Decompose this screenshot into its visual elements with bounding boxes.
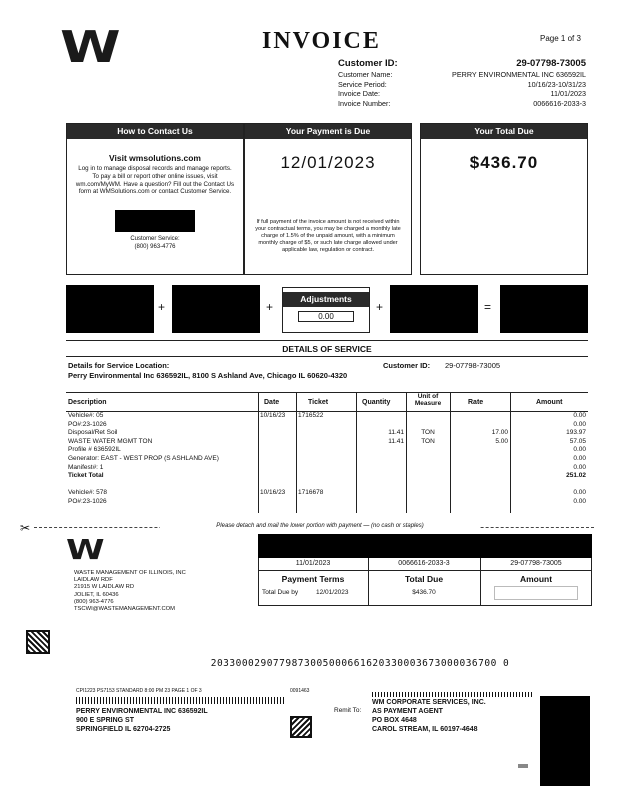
contact-text: Log in to manage disposal records and manage reports. To pay a bill or report other online issues, visit wm.com/MyWM. Have a question? Fill out the Contact Us form at WMSolutions.com or contact Customer Service. bbox=[75, 165, 235, 196]
table-cell bbox=[258, 464, 296, 473]
details-rule bbox=[66, 356, 588, 357]
adjustments-box bbox=[282, 287, 370, 333]
redacted-summary-4 bbox=[500, 285, 588, 333]
remit-to-line: CAROL STREAM, IL 60197-4648 bbox=[372, 726, 478, 734]
table-cell bbox=[406, 489, 450, 498]
plus-sign: + bbox=[158, 300, 166, 314]
table-cell bbox=[356, 455, 406, 464]
table-cell bbox=[296, 481, 356, 490]
table-cell bbox=[258, 421, 296, 430]
contact-head: How to Contact Us bbox=[67, 124, 243, 139]
table-cell bbox=[356, 498, 406, 507]
account-row-label: Service Period: bbox=[338, 79, 387, 89]
service-location: Perry Environmental Inc 636592IL, 8100 S Ashland Ave, Chicago IL 60620-4320 bbox=[68, 371, 348, 380]
qr-code-icon bbox=[26, 630, 50, 654]
table-cell: PO#:23-1026 bbox=[68, 497, 107, 505]
table-cell: Generator: EAST - WEST PROP (S ASHLAND AVE) bbox=[68, 454, 219, 462]
table-cell: 0.00 bbox=[573, 489, 586, 497]
adjustments-value: 0.00 bbox=[298, 311, 354, 322]
wm-logo-stub: W bbox=[66, 533, 100, 566]
customer-id-label: Customer ID: bbox=[338, 58, 398, 69]
remit-company-line: (800) 963-4776 bbox=[74, 598, 114, 605]
table-cell bbox=[406, 421, 450, 430]
remit-company-line: JOLIET, IL 60436 bbox=[74, 591, 119, 598]
items-table-wrap bbox=[66, 393, 588, 513]
table-cell bbox=[258, 472, 296, 481]
late-charge-note: If full payment of the invoice amount is not received within your contractual terms, you may be charged a monthly late charge of 1.5% of the unpaid amount, with a minimum monthly charge of $5, or such late charge allowed under applicable law, regulation or contract. bbox=[255, 219, 401, 253]
account-row-label: Invoice Date: bbox=[338, 89, 380, 98]
table-cell bbox=[450, 455, 510, 464]
amount-paid-field[interactable] bbox=[494, 586, 578, 600]
col-description: Description bbox=[68, 399, 107, 406]
details-customer-id-label: Customer ID: bbox=[383, 361, 431, 370]
table-cell bbox=[258, 455, 296, 464]
table-cell bbox=[450, 481, 510, 490]
total-due-value: $436.70 bbox=[412, 589, 436, 596]
table-cell bbox=[258, 481, 296, 490]
table-cell bbox=[450, 472, 510, 481]
table-cell: 10/16/23 bbox=[260, 489, 286, 497]
total-due-amount: $436.70 bbox=[469, 153, 539, 172]
table-cell bbox=[356, 481, 406, 490]
table-cell bbox=[296, 498, 356, 507]
redacted-summary-3 bbox=[390, 285, 478, 333]
scan-line: 2033000290779873005000661620330003673000036700 0 bbox=[210, 658, 510, 669]
scissors-icon: ✂ bbox=[20, 521, 31, 535]
table-cell bbox=[510, 481, 588, 490]
table-cell bbox=[450, 412, 510, 421]
contact-box bbox=[66, 123, 244, 275]
payment-due-date: 12/01/2023 bbox=[280, 153, 376, 172]
total-due-box bbox=[420, 123, 588, 275]
table-cell: PO#:23-1026 bbox=[68, 420, 107, 428]
table-cell bbox=[66, 481, 258, 490]
redacted-block bbox=[115, 210, 195, 232]
customer-id-value: 29-07798-73005 bbox=[516, 58, 586, 69]
mail-code-line: CPI1223 PS7153 STANDARD 8:00 PM 23 PAGE 1 OF 3 bbox=[76, 688, 202, 694]
table-cell bbox=[296, 464, 356, 473]
account-row bbox=[338, 89, 586, 99]
contact-visit[interactable]: Visit wmsolutions.com bbox=[109, 153, 201, 163]
stub-customer-id: 29-07798-73005 bbox=[510, 560, 562, 567]
remit-to-line: PO BOX 4648 bbox=[372, 717, 417, 725]
col-unit: Unit of Measure bbox=[414, 393, 442, 408]
tear-instructions: Please detach and mail the lower portion with payment — (no cash or staples) bbox=[160, 523, 480, 531]
table-cell bbox=[406, 472, 450, 481]
col-amount: Amount bbox=[536, 399, 563, 406]
col-rate: Rate bbox=[468, 399, 484, 406]
table-cell: TON bbox=[421, 429, 435, 437]
table-cell: 11.41 bbox=[388, 429, 404, 437]
stub-head-bar bbox=[258, 534, 592, 558]
page-number: Page 1 of 3 bbox=[540, 34, 581, 43]
mail-to bbox=[76, 707, 208, 734]
table-cell: 1716678 bbox=[298, 489, 324, 497]
table-cell: TON bbox=[421, 437, 435, 445]
account-row bbox=[338, 80, 586, 90]
table-cell bbox=[296, 472, 356, 481]
account-row-label: Invoice Number: bbox=[338, 98, 391, 108]
service-location-label: Details for Service Location: bbox=[68, 361, 170, 370]
table-cell: Disposal/Ret Soil bbox=[68, 429, 118, 437]
table-cell bbox=[406, 498, 450, 507]
stub-invoice: 0066616-2033-3 bbox=[398, 560, 450, 567]
remit-company-line: TSCWI@WASTEMANAGEMENT.COM bbox=[74, 606, 175, 613]
customer-service-label: Customer Service: bbox=[130, 236, 180, 242]
total-due-head: Your Total Due bbox=[421, 124, 587, 139]
adjustments-label: Adjustments bbox=[283, 292, 369, 307]
mail-code-side: 0091463 bbox=[290, 688, 310, 694]
table-cell bbox=[296, 446, 356, 455]
col-quantity: Quantity bbox=[362, 399, 391, 406]
redacted-corner bbox=[540, 696, 590, 786]
remit-to-line: WM CORPORATE SERVICES, INC. bbox=[372, 699, 486, 706]
equals-sign: = bbox=[484, 300, 492, 314]
table-cell bbox=[450, 464, 510, 473]
redacted-summary-1 bbox=[66, 285, 154, 333]
table-cell bbox=[450, 489, 510, 498]
remit-company bbox=[74, 570, 186, 613]
wm-logo: W bbox=[60, 22, 114, 73]
redacted-summary-2 bbox=[172, 285, 260, 333]
plus-sign: + bbox=[266, 300, 274, 314]
plus-sign: + bbox=[376, 300, 384, 314]
mail-to-line: SPRINGFIELD IL 62704-2725 bbox=[76, 726, 171, 734]
table-cell bbox=[356, 489, 406, 498]
payment-terms-label: Payment Terms bbox=[281, 574, 345, 584]
qr-code-icon bbox=[290, 716, 312, 738]
table-cell: Vehicle#: 05 bbox=[68, 412, 104, 419]
table-cell: Profile # 636592IL bbox=[68, 446, 121, 454]
account-row-value: 11/01/2023 bbox=[550, 89, 586, 98]
remit-company-line: LAIDLAW RDF bbox=[74, 577, 113, 584]
table-cell bbox=[406, 455, 450, 464]
col-date: Date bbox=[264, 399, 280, 406]
total-due-label: Total Due bbox=[404, 574, 444, 584]
table-cell bbox=[356, 472, 406, 481]
table-cell bbox=[406, 412, 450, 421]
table-cell: 0.00 bbox=[573, 446, 586, 454]
mail-to-line: PERRY ENVIRONMENTAL INC 636592IL bbox=[76, 708, 208, 715]
details-top-rule bbox=[66, 340, 588, 341]
table-cell: 10/16/23 bbox=[260, 412, 286, 419]
scan-mark bbox=[518, 764, 528, 768]
account-row bbox=[338, 70, 586, 80]
payment-due-head: Your Payment is Due bbox=[245, 124, 411, 139]
table-cell bbox=[296, 438, 356, 447]
account-row-value: 0066616-2033-3 bbox=[533, 98, 586, 108]
remit-to-line: AS PAYMENT AGENT bbox=[372, 708, 443, 716]
table-cell: 0.00 bbox=[573, 412, 586, 419]
remit-company-line: 21915 W LAIDLAW RD bbox=[74, 584, 135, 591]
table-cell bbox=[296, 455, 356, 464]
payment-terms-by: Total Due by bbox=[262, 589, 299, 596]
account-row bbox=[338, 99, 586, 109]
table-cell: 57.05 bbox=[569, 437, 586, 445]
table-cell bbox=[450, 498, 510, 507]
table-cell: 251.02 bbox=[566, 472, 586, 480]
table-cell: 1716522 bbox=[298, 412, 324, 419]
table-cell: Vehicle#: 578 bbox=[68, 489, 108, 497]
remit-to-label: Remit To: bbox=[334, 707, 362, 714]
table-cell bbox=[258, 446, 296, 455]
mail-to-line: 900 E SPRING ST bbox=[76, 717, 134, 725]
table-cell bbox=[356, 421, 406, 430]
col-ticket: Ticket bbox=[308, 399, 329, 406]
table-cell bbox=[258, 429, 296, 438]
table-cell bbox=[296, 429, 356, 438]
table-cell bbox=[258, 438, 296, 447]
table-cell bbox=[406, 464, 450, 473]
details-head: DETAILS OF SERVICE bbox=[282, 344, 372, 354]
table-cell bbox=[296, 421, 356, 430]
table-cell: 11.41 bbox=[388, 437, 404, 445]
table-cell bbox=[406, 481, 450, 490]
stub-date: 11/01/2023 bbox=[295, 560, 331, 567]
table-cell: 0.00 bbox=[573, 497, 586, 505]
table-cell bbox=[356, 412, 406, 421]
table-cell: Ticket Total bbox=[68, 472, 104, 480]
table-cell bbox=[450, 421, 510, 430]
table-cell bbox=[450, 446, 510, 455]
table-cell: Manifest#: 1 bbox=[68, 463, 104, 471]
remit-company-line: WASTE MANAGEMENT OF ILLINOIS, INC bbox=[74, 570, 186, 576]
table-cell: 0.00 bbox=[573, 420, 586, 428]
amount-label: Amount bbox=[519, 574, 553, 584]
postal-barcode bbox=[76, 697, 286, 704]
table-cell: 0.00 bbox=[573, 463, 586, 471]
customer-service-phone[interactable]: (800) 963-4776 bbox=[134, 243, 176, 250]
table-cell: 0.00 bbox=[573, 454, 586, 462]
table-cell: 5.00 bbox=[495, 437, 508, 445]
account-info bbox=[338, 70, 586, 108]
table-cell bbox=[356, 464, 406, 473]
details-customer-id: 29-07798-73005 bbox=[445, 361, 501, 370]
account-row-label: Customer Name: bbox=[338, 70, 393, 79]
account-row-value: PERRY ENVIRONMENTAL INC 636592IL bbox=[452, 70, 586, 79]
remit-to-address bbox=[372, 698, 486, 734]
account-row-value: 10/16/23-10/31/23 bbox=[527, 79, 586, 89]
postal-barcode-2 bbox=[372, 692, 532, 697]
table-cell: 17.00 bbox=[491, 429, 508, 437]
invoice-title: INVOICE bbox=[262, 28, 381, 54]
table-cell bbox=[258, 498, 296, 507]
table-cell bbox=[356, 446, 406, 455]
payment-due-box bbox=[244, 123, 412, 275]
table-cell: WASTE WATER MGMT TON bbox=[68, 437, 153, 445]
table-cell: 193.97 bbox=[566, 429, 586, 437]
payment-terms-date: 12/01/2023 bbox=[316, 589, 349, 596]
table-cell bbox=[406, 446, 450, 455]
